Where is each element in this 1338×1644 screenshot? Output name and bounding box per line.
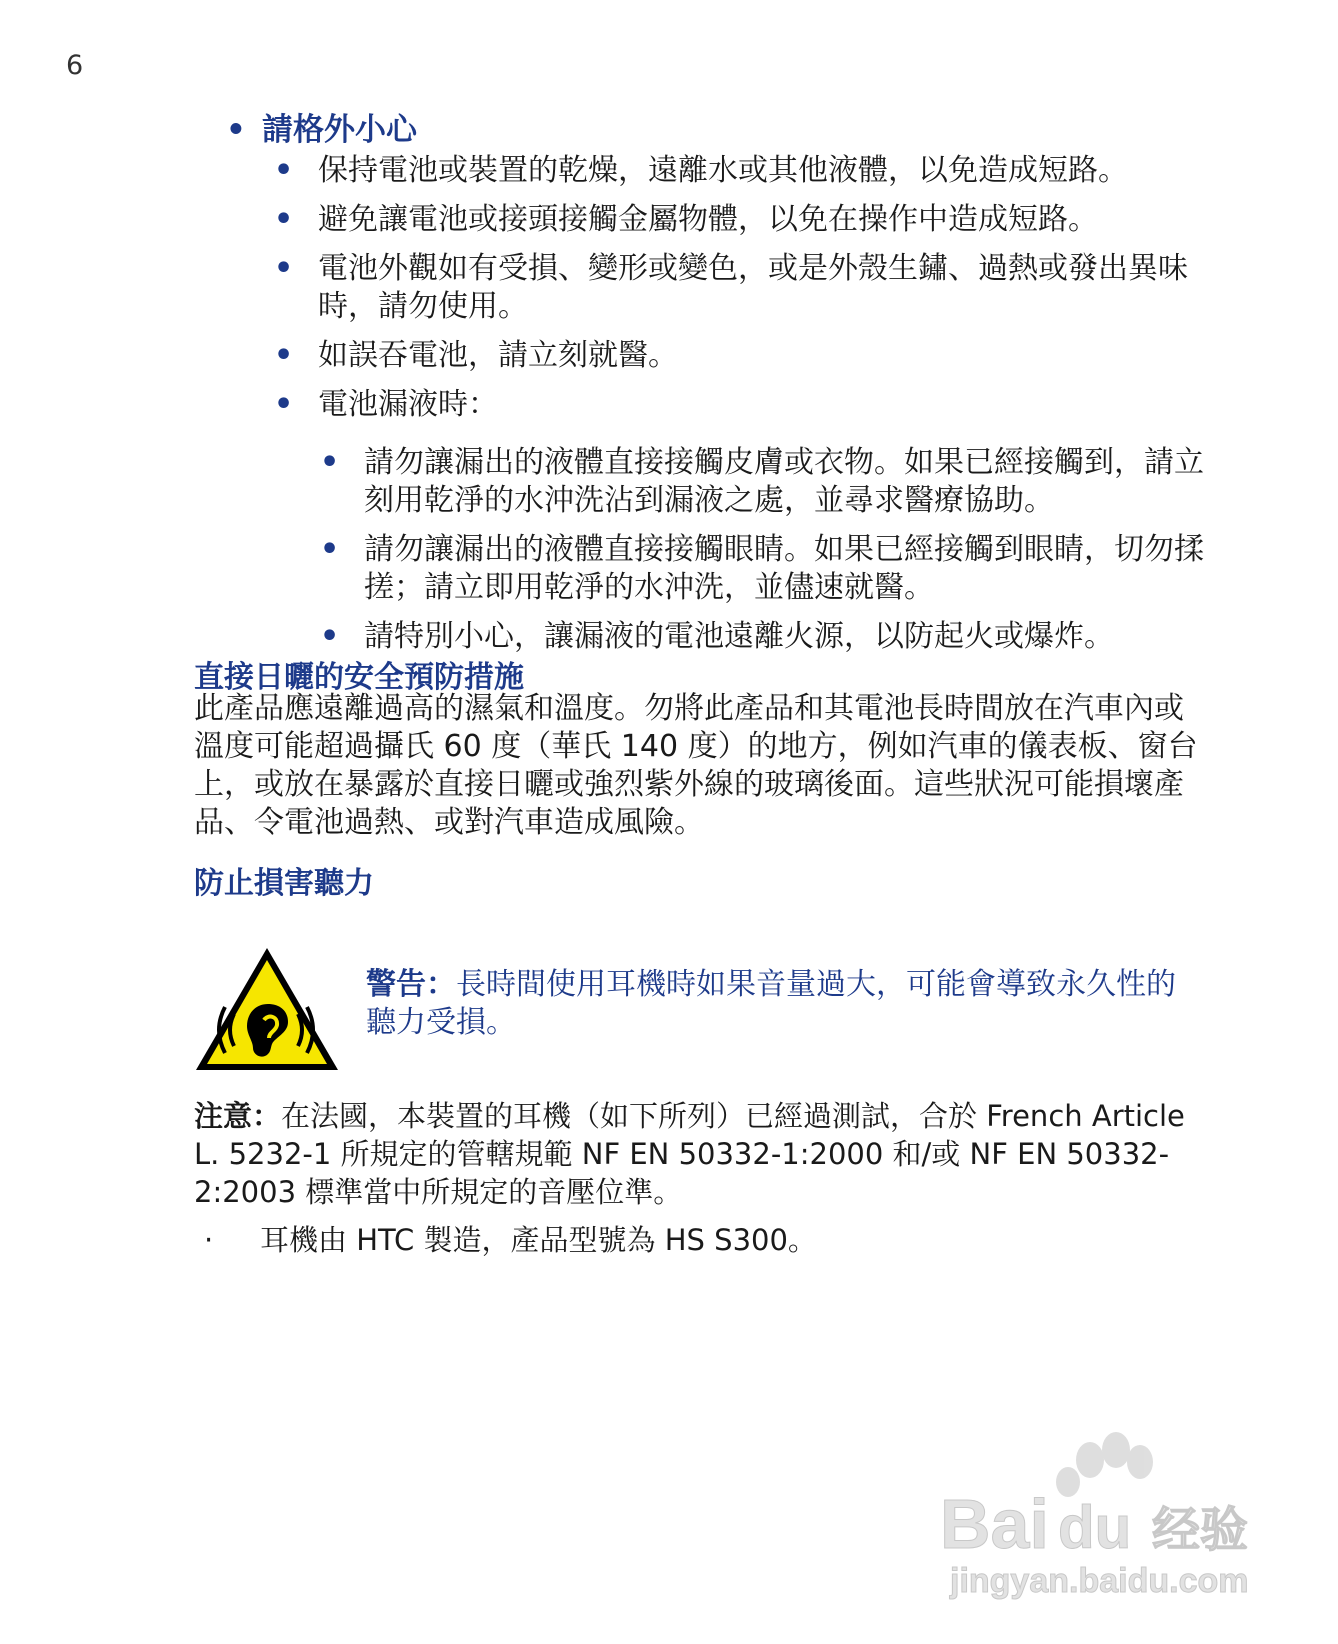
watermark-brand2: du bbox=[1058, 1494, 1132, 1561]
sunlight-heading: 直接日曬的安全預防措施 bbox=[194, 660, 524, 695]
page-number: 6 bbox=[66, 50, 84, 81]
baidu-watermark bbox=[940, 1420, 1270, 1600]
caution-title-text: 請格外小心 bbox=[262, 112, 417, 148]
section-caution-title bbox=[226, 104, 417, 149]
list-item: • 請勿讓漏出的液體直接接觸皮膚或衣物。如果已經接觸到，請立刻用乾淨的水沖洗沾到漏液之處，並尋求醫療協助。 bbox=[320, 445, 1204, 518]
hearing-warning-icon bbox=[192, 944, 342, 1074]
list-item: • 請特別小心，讓漏液的電池遠離火源，以防起火或爆炸。 bbox=[320, 619, 1114, 654]
caution-list bbox=[274, 152, 1198, 435]
headset-text: 耳機由 HTC 製造，產品型號為 HS S300。 bbox=[260, 1223, 817, 1257]
note-text: 在法國，本裝置的耳機（如下所列）已經過測試，合於 French Article L. 5232-1 所規定的管轄規範 NF EN 50332-1:2000 和/或 NF EN 50332-2:2003 標準當中所規定的音壓位準。 bbox=[194, 1099, 1185, 1209]
watermark-brand-cn: 经验 bbox=[1152, 1502, 1249, 1558]
headset-bullet bbox=[204, 1218, 817, 1259]
bullet: • bbox=[226, 112, 246, 148]
watermark-url: jingyan.baidu.com bbox=[950, 1562, 1249, 1600]
warning-label: 警告： bbox=[366, 967, 456, 1002]
list-item: • 避免讓電池或接頭接觸金屬物體，以免在操作中造成短路。 bbox=[274, 202, 1098, 237]
list-item: • 電池外觀如有受損、變形或變色，或是外殼生鏽、過熱或發出異味時，請勿使用。 bbox=[274, 251, 1188, 324]
france-note bbox=[194, 1097, 1204, 1211]
list-item: • 電池漏液時： bbox=[274, 387, 498, 422]
list-item: • 請勿讓漏出的液體直接接觸眼睛。如果已經接觸到眼睛，切勿揉搓；請立即用乾淨的水沖洗，並儘速就醫。 bbox=[320, 532, 1204, 605]
bullet: · bbox=[204, 1223, 214, 1257]
note-label: 注意： bbox=[194, 1099, 282, 1133]
list-item: • 如誤吞電池，請立刻就醫。 bbox=[274, 338, 678, 373]
watermark-brand: Bai bbox=[940, 1485, 1049, 1563]
hearing-warning bbox=[366, 966, 1186, 1042]
leak-sublist bbox=[320, 444, 1204, 667]
sunlight-paragraph: 此產品應遠離過高的濕氣和溫度。勿將此產品和其電池長時間放在汽車內或溫度可能超過攝氏 60 度（華氏 140 度）的地方，例如汽車的儀表板、窗台上，或放在暴露於直接日曬或強烈紫外線的玻璃後面。這些狀況可能損壞產品、令電池過熱、或對汽車造成風險。 bbox=[194, 691, 1198, 840]
hearing-heading: 防止損害聽力 bbox=[194, 866, 374, 901]
list-item: • 保持電池或裝置的乾燥，遠離水或其他液體，以免造成短路。 bbox=[274, 153, 1128, 188]
warning-text: 長時間使用耳機時如果音量過大，可能會導致永久性的聽力受損。 bbox=[366, 967, 1176, 1040]
